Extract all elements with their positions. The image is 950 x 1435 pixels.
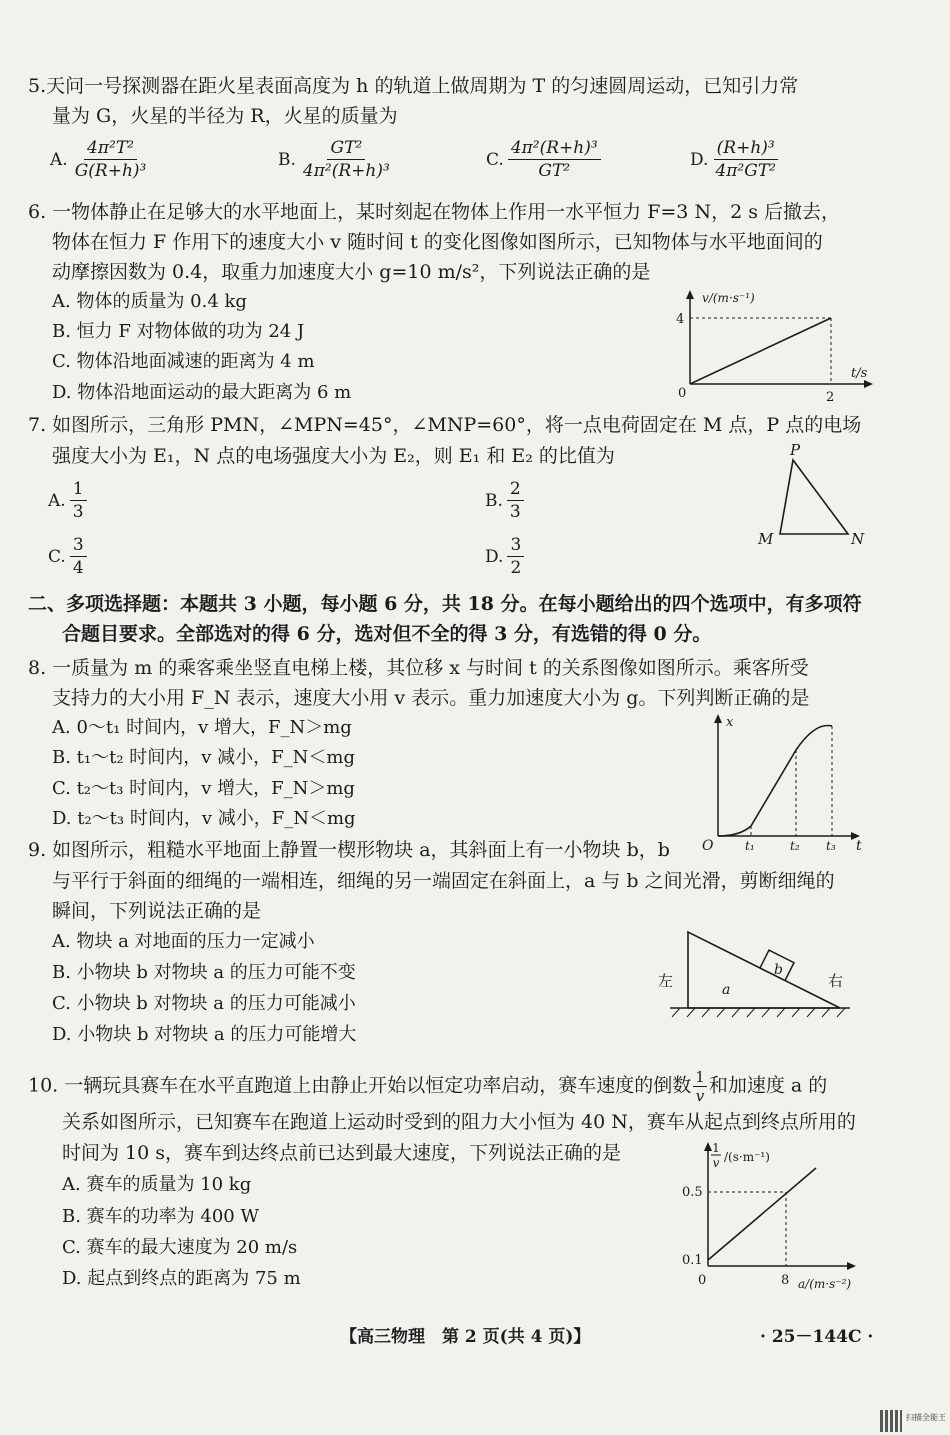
q7-option-b-num: 2: [507, 478, 524, 501]
scanner-watermark: 扫描全能王: [906, 1413, 946, 1422]
q9-label-left: 左: [658, 972, 674, 990]
q10-stem-line2: 关系如图所示，已知赛车在跑道上运动时受到的阻力大小恒为 40 N，赛车从起点到终点所用的: [62, 1111, 856, 1133]
q9-label-b: b: [774, 962, 783, 978]
q9-stem-line3: 瞬间，下列说法正确的是: [52, 900, 262, 922]
q7-label-p: P: [790, 441, 801, 459]
q8-t2: t₂: [790, 839, 800, 853]
q9-option-c[interactable]: C. 小物块 b 对物块 a 的压力可能减小: [52, 993, 356, 1014]
q7-stem-line1: 7. 如图所示，三角形 PMN，∠MPN=45°，∠MNP=60°，将一点电荷固定在 M 点，P 点的电场: [28, 414, 862, 436]
q5-option-b-den: 4π²(R+h)³: [302, 161, 390, 181]
q5-option-d-num: (R+h)³: [714, 137, 778, 160]
q5-option-c[interactable]: [486, 137, 601, 182]
q6-option-c[interactable]: C. 物体沿地面减速的距离为 4 m: [52, 351, 315, 372]
q8-t3: t₃: [826, 839, 836, 853]
q9-wedge-figure: [650, 920, 870, 1030]
q6-x-label: t/s: [851, 366, 868, 381]
q8-xt-curve: [718, 726, 832, 837]
page-footer: 【高三物理 第 2 页(共 4 页)】: [340, 1327, 591, 1347]
q8-option-a[interactable]: A. 0～t₁ 时间内，v 增大，F_N＞mg: [52, 717, 352, 738]
q5-option-c-label: C.: [486, 149, 504, 170]
q6-vt-graph: [668, 284, 888, 404]
q10-option-a[interactable]: A. 赛车的质量为 10 kg: [62, 1174, 252, 1195]
q5-option-b-num: GT²: [327, 137, 365, 160]
q7-option-a-den: 3: [72, 502, 84, 522]
q10-ytick-hi: 0.5: [682, 1185, 703, 1200]
q9-stem-line2: 与平行于斜面的细绳的一端相连，细绳的另一端固定在斜面上，a 与 b 之间光滑，剪断细绳的: [52, 870, 835, 892]
q10-y-frac-den: v: [712, 1156, 720, 1170]
q9-option-a[interactable]: A. 物块 a 对地面的压力一定减小: [52, 931, 315, 952]
q6-stem-line3: 动摩擦因数为 0.4，取重力加速度大小 g=10 m/s²，下列说法正确的是: [52, 261, 651, 283]
q7-option-b-den: 3: [509, 502, 521, 522]
q5-option-a-den: G(R+h)³: [74, 161, 147, 181]
q7-option-a-label: A.: [48, 490, 66, 511]
q10-y-label: [711, 1141, 770, 1170]
q7-option-b[interactable]: [485, 478, 524, 523]
q6-y-tick: 4: [676, 312, 685, 327]
q9-rope: [710, 943, 760, 968]
q10-origin: 0: [698, 1273, 707, 1288]
section2-header-line1: 二、多项选择题：本题共 3 小题，每小题 6 分，共 18 分。在每小题给出的四个选项中，有多项符: [28, 593, 862, 615]
q5-stem-line2: 量为 G，火星的半径为 R，火星的质量为: [52, 105, 398, 127]
q8-xt-graph: [700, 708, 870, 858]
q7-triangle-figure: [750, 440, 880, 552]
q7-label-m: M: [758, 530, 774, 548]
q5-option-a-label: A.: [50, 149, 68, 170]
q6-y-label: v/(m·s⁻¹): [702, 291, 755, 305]
q6-x-tick: 2: [826, 390, 835, 404]
q10-stem-line1-part2: 和加速度 a 的: [708, 1074, 828, 1097]
q6-stem-line1: 6. 一物体静止在足够大的水平地面上，某时刻起在物体上作用一水平恒力 F=3 N，2 s 后撤去，: [28, 201, 840, 223]
q5-option-b[interactable]: [278, 137, 393, 182]
q7-option-a[interactable]: [48, 478, 87, 523]
q7-option-d-den: 2: [510, 558, 522, 578]
q9-label-right: 右: [828, 972, 844, 990]
q8-t1: t₁: [745, 839, 755, 853]
q8-y-label: x: [726, 715, 734, 730]
q10-line: [708, 1168, 816, 1260]
q8-stem-line2: 支持力的大小用 F_N 表示，速度大小用 v 表示。重力加速度大小为 g。下列判断正确的是: [52, 687, 810, 709]
q6-vt-line: [690, 318, 831, 384]
q6-stem-line2: 物体在恒力 F 作用下的速度大小 v 随时间 t 的变化图像如图所示，已知物体与水平地面间的: [52, 231, 823, 253]
exam-code: · 25－144C ·: [760, 1327, 874, 1347]
q10-stem-line1: [28, 1068, 827, 1105]
q6-option-d[interactable]: D. 物体沿地面运动的最大距离为 6 m: [52, 382, 352, 403]
q10-graph: [676, 1134, 876, 1294]
q7-option-d-num: 3: [507, 534, 524, 557]
q7-triangle: [780, 460, 848, 534]
q5-option-c-num: 4π²(R+h)³: [508, 137, 601, 160]
q7-option-c-label: C.: [48, 546, 66, 567]
q6-origin: 0: [678, 386, 687, 401]
q5-option-a-num: 4π²T²: [84, 137, 137, 160]
qr-code-icon: [880, 1410, 902, 1432]
q5-option-a[interactable]: [50, 137, 149, 182]
q9-ground-hatch: [672, 1008, 845, 1017]
q8-option-b[interactable]: B. t₁～t₂ 时间内，v 减小，F_N＜mg: [52, 747, 356, 768]
q10-ytick-lo: 0.1: [682, 1253, 703, 1268]
q7-option-a-num: 1: [70, 478, 87, 501]
q10-y-frac-num: 1: [712, 1141, 720, 1155]
q5-option-d-den: 4π²GT²: [715, 161, 776, 181]
q6-option-b[interactable]: B. 恒力 F 对物体做的功为 24 J: [52, 321, 305, 342]
q10-x-arrow: [847, 1262, 856, 1270]
q8-y-arrow: [714, 714, 722, 723]
q7-option-b-label: B.: [485, 490, 503, 511]
q6-option-a[interactable]: A. 物体的质量为 0.4 kg: [52, 291, 247, 312]
q6-x-arrow: [864, 380, 873, 388]
q7-label-n: N: [851, 530, 865, 548]
q10-inline-frac-num: 1: [695, 1068, 705, 1086]
q9-stem-line1: 9. 如图所示，粗糙水平地面上静置一楔形物块 a，其斜面上有一小物块 b，b: [28, 839, 670, 861]
q8-option-c[interactable]: C. t₂～t₃ 时间内，v 增大，F_N＞mg: [52, 778, 355, 799]
q10-option-c[interactable]: C. 赛车的最大速度为 20 m/s: [62, 1237, 298, 1258]
section2-header-line2: 合题目要求。全部选对的得 6 分，选对但不全的得 3 分，有选错的得 0 分。: [62, 623, 712, 645]
q8-stem-line1: 8. 一质量为 m 的乘客乘坐竖直电梯上楼，其位移 x 与时间 t 的关系图像如图所示。乘客所受: [28, 657, 809, 679]
q10-stem-line3: 时间为 10 s，赛车到达终点前已达到最大速度，下列说法正确的是: [62, 1142, 622, 1164]
q10-x-label: a/(m·s⁻²): [798, 1277, 852, 1291]
q10-option-d[interactable]: D. 起点到终点的距离为 75 m: [62, 1268, 301, 1289]
q5-option-d-label: D.: [690, 149, 709, 170]
q9-option-d[interactable]: D. 小物块 b 对物块 a 的压力可能增大: [52, 1024, 357, 1045]
q10-xtick: 8: [781, 1273, 790, 1288]
q5-option-d[interactable]: [690, 137, 779, 182]
q10-stem-line1-part1: 10. 一辆玩具赛车在水平直跑道上由静止开始以恒定功率启动，赛车速度的倒数: [28, 1074, 692, 1097]
q7-option-c-den: 4: [72, 558, 84, 578]
q7-option-c-num: 3: [70, 534, 87, 557]
q10-y-arrow: [704, 1142, 712, 1151]
q10-y-unit: /(s·m⁻¹): [724, 1150, 770, 1164]
q10-inline-frac-den: v: [695, 1087, 705, 1105]
q7-option-d-label: D.: [485, 546, 504, 567]
q8-option-d[interactable]: D. t₂～t₃ 时间内，v 减小，F_N＜mg: [52, 808, 356, 829]
q5-stem-line1: 5.天问一号探测器在距火星表面高度为 h 的轨道上做周期为 T 的匀速圆周运动，已知引力常: [28, 75, 799, 97]
q5-option-c-den: GT²: [538, 161, 571, 181]
q10-option-b[interactable]: B. 赛车的功率为 400 W: [62, 1206, 259, 1227]
q8-x-label: t: [856, 838, 862, 854]
q5-option-b-label: B.: [278, 149, 296, 170]
q9-option-b[interactable]: B. 小物块 b 对物块 a 的压力可能不变: [52, 962, 356, 983]
q6-y-arrow: [686, 290, 694, 299]
q10-inline-fraction: [693, 1068, 707, 1105]
q7-option-c[interactable]: [48, 534, 87, 579]
q9-label-a: a: [722, 982, 731, 998]
q7-option-d[interactable]: [485, 534, 524, 579]
q7-stem-line2: 强度大小为 E₁，N 点的电场强度大小为 E₂，则 E₁ 和 E₂ 的比值为: [52, 445, 615, 467]
q8-origin: O: [702, 838, 714, 854]
